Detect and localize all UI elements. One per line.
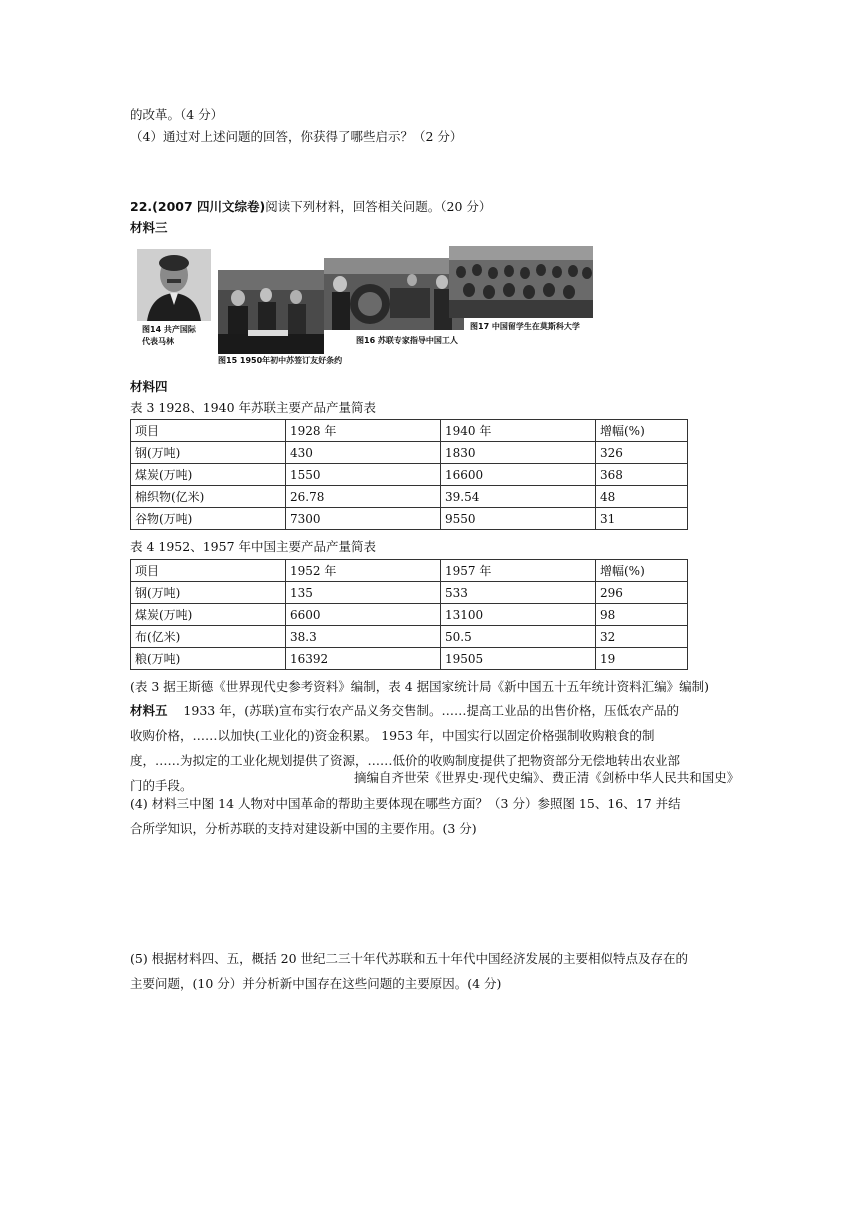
table-cell: 48 [596, 486, 688, 508]
table-cell: 棉织物(亿米) [131, 486, 286, 508]
tables-source-note: (表 3 据王斯德《世界现代史参考资料》编制，表 4 据国家统计局《新中国五十五年统计资料汇编》编制) [130, 679, 710, 694]
fig14-caption-1: 图14 共产国际 [142, 325, 196, 334]
table-cell: 粮(万吨) [131, 648, 286, 670]
table-cell: 50.5 [441, 626, 596, 648]
table-header-cell: 项目 [131, 560, 286, 582]
table-cell: 布(亿米) [131, 626, 286, 648]
material3-heading: 材料三 [130, 220, 168, 235]
table-header-cell: 项目 [131, 420, 286, 442]
table-row [131, 648, 688, 670]
fig15-treaty-photo [218, 270, 324, 354]
table4-caption: 表 4 1952、1957 年中国主要产品产量简表 [130, 539, 376, 554]
table-cell: 煤炭(万吨) [131, 604, 286, 626]
table-cell: 6600 [286, 604, 441, 626]
material5-heading: 材料五 [130, 703, 168, 718]
table3 [130, 419, 688, 530]
table-cell: 368 [596, 464, 688, 486]
table-cell: 9550 [441, 508, 596, 530]
material5-text: 1933 年，(苏联)宣布实行农产品义务交售制。……提高工业品的出售价格，压低农产品的收购价格，……以加快(工业化的)资金积累。 1953 年，中国实行以固定价格强制收购粮食的制度，……为拟定的工业化规划提供了资源，……低价的收购制度提供了把物资部分无偿地转出农业部门的手段。 [130, 703, 681, 793]
table-row [131, 626, 688, 648]
table-cell: 1550 [286, 464, 441, 486]
fig17-caption: 图17 中国留学生在莫斯科大学 [470, 322, 580, 331]
portrait-illustration [137, 249, 211, 321]
table-cell: 38.3 [286, 626, 441, 648]
table-cell: 7300 [286, 508, 441, 530]
table-header-cell: 增幅(%) [596, 420, 688, 442]
prev-question-end: 的改革。（4 分） [130, 107, 224, 122]
table-header-cell: 1940 年 [441, 420, 596, 442]
table-cell: 钢(万吨) [131, 582, 286, 604]
table-row [131, 508, 688, 530]
q22-prompt: 阅读下列材料，回答相关问题。（20 分） [265, 199, 492, 214]
table-cell: 16392 [286, 648, 441, 670]
table-cell: 谷物(万吨) [131, 508, 286, 530]
material4-heading: 材料四 [130, 379, 168, 394]
table-cell: 19505 [441, 648, 596, 670]
table-cell: 430 [286, 442, 441, 464]
table-cell: 31 [596, 508, 688, 530]
table-cell: 1830 [441, 442, 596, 464]
table3-caption: 表 3 1928、1940 年苏联主要产品产量简表 [130, 400, 376, 415]
table-cell: 26.78 [286, 486, 441, 508]
fig14-portrait-photo [137, 249, 211, 321]
table-header-row [131, 420, 688, 442]
fig15-caption: 图15 1950年初中苏签订友好条约 [218, 356, 343, 365]
table-cell: 326 [596, 442, 688, 464]
table-row [131, 582, 688, 604]
table-header-cell: 1928 年 [286, 420, 441, 442]
q22-heading [130, 198, 491, 216]
table-cell: 39.54 [441, 486, 596, 508]
fig16-caption: 图16 苏联专家指导中国工人 [356, 336, 458, 345]
prev-question-4: （4）通过对上述问题的回答，你获得了哪些启示？（2 分） [130, 129, 463, 144]
fig14-caption-2: 代表马林 [142, 337, 174, 346]
table-header-cell: 1952 年 [286, 560, 441, 582]
table-cell: 32 [596, 626, 688, 648]
fig16-factory-photo [324, 258, 464, 330]
table-row [131, 604, 688, 626]
table-header-cell: 增幅(%) [596, 560, 688, 582]
table-header-cell: 1957 年 [441, 560, 596, 582]
table-cell: 16600 [441, 464, 596, 486]
table-cell: 296 [596, 582, 688, 604]
q22-number: 22. [130, 199, 153, 214]
table-cell: 533 [441, 582, 596, 604]
treaty-illustration [218, 270, 324, 354]
factory-illustration [324, 258, 464, 330]
table-row [131, 486, 688, 508]
question-4: (4) 材料三中图 14 人物对中国革命的帮助主要体现在哪些方面？（3 分）参照图 15、16、17 并结合所学知识，分析苏联的支持对建设新中国的主要作用。(3 分) [130, 796, 681, 836]
table-cell: 煤炭(万吨) [131, 464, 286, 486]
table-cell: 19 [596, 648, 688, 670]
table-cell: 135 [286, 582, 441, 604]
table-header-row [131, 560, 688, 582]
table-cell: 13100 [441, 604, 596, 626]
question-5: (5) 根据材料四、五，概括 20 世纪二三十年代苏联和五十年代中国经济发展的主要相似特点及存在的主要问题，(10 分）并分析新中国存在这些问题的主要原因。(4 分) [130, 951, 689, 991]
students-illustration [449, 246, 593, 318]
fig17-students-photo [449, 246, 593, 318]
table4 [130, 559, 688, 670]
table-cell: 98 [596, 604, 688, 626]
table-row [131, 442, 688, 464]
q22-source: (2007 四川文综卷) [152, 199, 266, 214]
table-cell: 钢(万吨) [131, 442, 286, 464]
table-row [131, 464, 688, 486]
material5-source: 摘编自齐世荣《世界史·现代史编》、费正清《剑桥中华人民共和国史》 [354, 770, 740, 785]
